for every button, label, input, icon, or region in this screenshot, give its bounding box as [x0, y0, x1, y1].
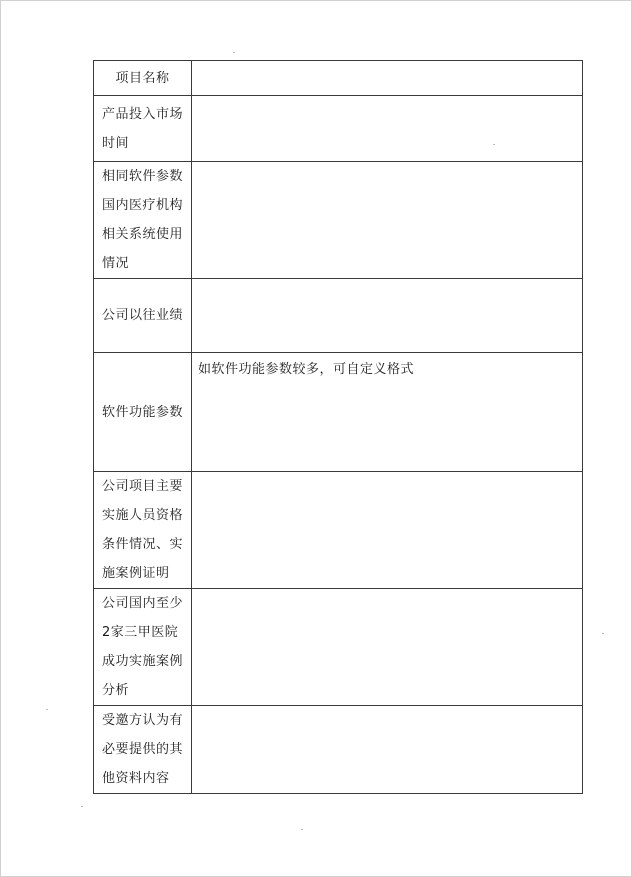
row-staff-qualification: [94, 472, 583, 589]
label-domestic-usage: 相同软件参数 国内医疗机构 相关系统使用 情况: [94, 162, 192, 279]
label-software-params: 软件功能参数: [94, 353, 192, 472]
scan-speck: [81, 806, 83, 807]
label-project-name: 项目名称: [94, 61, 192, 96]
row-domestic-usage: [94, 162, 583, 279]
value-project-name[interactable]: [192, 61, 583, 96]
row-past-performance: [94, 279, 583, 353]
label-market-time: 产品投入市场 时间: [94, 96, 192, 162]
scan-speck: [301, 829, 303, 830]
software-params-note: 如软件功能参数较多，可自定义格式: [198, 362, 415, 377]
value-market-time[interactable]: [192, 96, 583, 162]
value-staff-qualification[interactable]: [192, 472, 583, 589]
scan-speck: [602, 633, 604, 634]
scan-speck: [46, 709, 48, 710]
value-software-params[interactable]: [192, 353, 583, 472]
row-software-params: [94, 353, 583, 472]
value-hospital-cases[interactable]: [192, 589, 583, 706]
label-hospital-cases: 公司国内至少 2家三甲医院 成功实施案例 分析: [94, 589, 192, 706]
value-past-performance[interactable]: [192, 279, 583, 353]
scan-speck: [493, 144, 495, 145]
label-past-performance: 公司以往业绩: [94, 279, 192, 353]
value-other-materials[interactable]: [192, 706, 583, 794]
row-market-time: [94, 96, 583, 162]
scan-speck: [233, 52, 235, 53]
row-project-name: [94, 61, 583, 96]
row-hospital-cases: [94, 589, 583, 706]
label-staff-qualification: 公司项目主要 实施人员资格 条件情况、实 施案例证明: [94, 472, 192, 589]
row-other-materials: [94, 706, 583, 794]
label-other-materials: 受邀方认为有 必要提供的其 他资料内容: [94, 706, 192, 794]
value-domestic-usage[interactable]: [192, 162, 583, 279]
info-form-table: [93, 60, 583, 794]
